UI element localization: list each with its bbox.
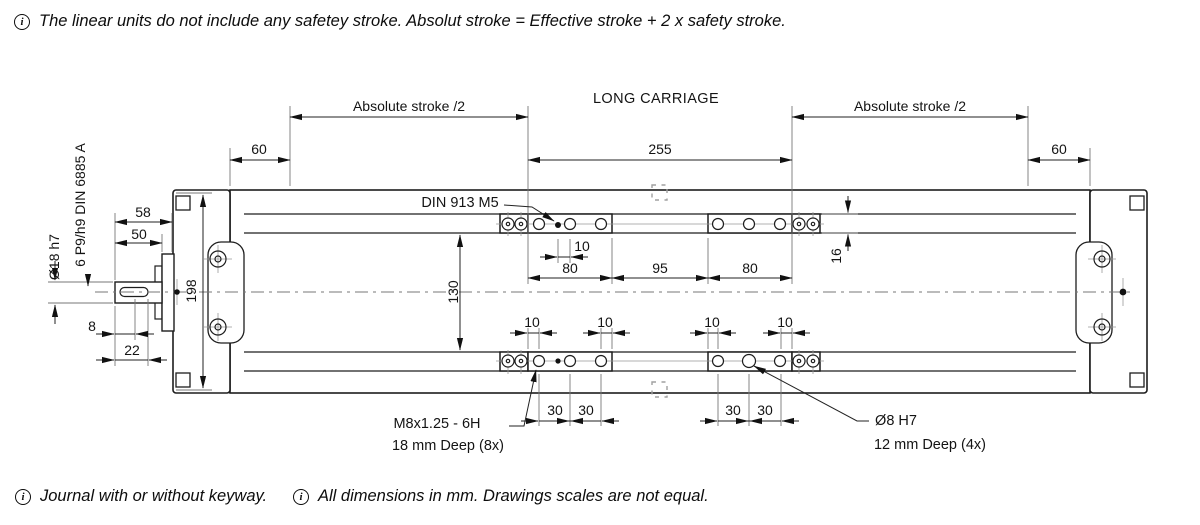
info-icon: i	[15, 489, 31, 505]
set-screw-dot-top	[555, 222, 561, 228]
bottom-left-note	[15, 487, 267, 506]
info-icon: i	[293, 489, 309, 505]
bottom-right-note-text: All dimensions in mm. Drawings scales are not equal.	[318, 487, 709, 505]
bottom-left-note-text: Journal with or without keyway.	[40, 487, 268, 505]
dim-shaft-dia: Ø18 h7	[46, 234, 62, 280]
dim-30-b: 30	[578, 402, 594, 418]
bottom-right-note	[293, 487, 709, 506]
dim-keyway-spec: 6 P9/h9 DIN 6885 A	[72, 143, 88, 267]
dim-60-left: 60	[251, 141, 267, 157]
set-screw-dot-bottom	[555, 358, 560, 363]
dim-30-a: 30	[547, 402, 563, 418]
dim-absolute-stroke-right: Absolute stroke /2	[853, 98, 967, 114]
flange-center-point	[174, 289, 180, 295]
top-info-note	[14, 12, 786, 31]
top-note-text: The linear units do not include any safetey stroke. Absolut stroke = Effective stroke + 2 x safety stroke.	[39, 12, 786, 30]
label-dowel-spec: Ø8 H7	[875, 412, 917, 429]
drawing-title: LONG CARRIAGE	[592, 90, 720, 107]
dim-80-right: 80	[742, 260, 758, 276]
label-din913: DIN 913 M5	[421, 194, 499, 211]
dim-80-left: 80	[562, 260, 578, 276]
dim-60-right: 60	[1051, 141, 1067, 157]
right-center-point	[1120, 289, 1127, 296]
dim-10-c: 10	[704, 314, 720, 330]
dim-10-top: 10	[574, 238, 590, 254]
label-thread-spec: M8x1.25 - 6H	[393, 415, 481, 432]
dim-130: 130	[445, 280, 461, 304]
label-dowel-depth: 12 mm Deep (4x)	[873, 436, 987, 453]
dim-10-b: 10	[597, 314, 613, 330]
dim-198: 198	[183, 279, 199, 303]
dim-22: 22	[124, 342, 140, 358]
dim-255: 255	[648, 141, 672, 157]
dim-58: 58	[135, 204, 151, 220]
dim-30-c: 30	[725, 402, 741, 418]
dim-absolute-stroke-left: Absolute stroke /2	[352, 98, 466, 114]
dim-8: 8	[88, 318, 96, 334]
dim-50: 50	[131, 226, 147, 242]
dim-10-d: 10	[777, 314, 793, 330]
dim-16: 16	[828, 248, 844, 264]
dim-10-a: 10	[524, 314, 540, 330]
dim-95: 95	[652, 260, 668, 276]
label-thread-depth: 18 mm Deep (8x)	[391, 437, 505, 454]
dim-30-d: 30	[757, 402, 773, 418]
info-icon: i	[14, 14, 30, 30]
